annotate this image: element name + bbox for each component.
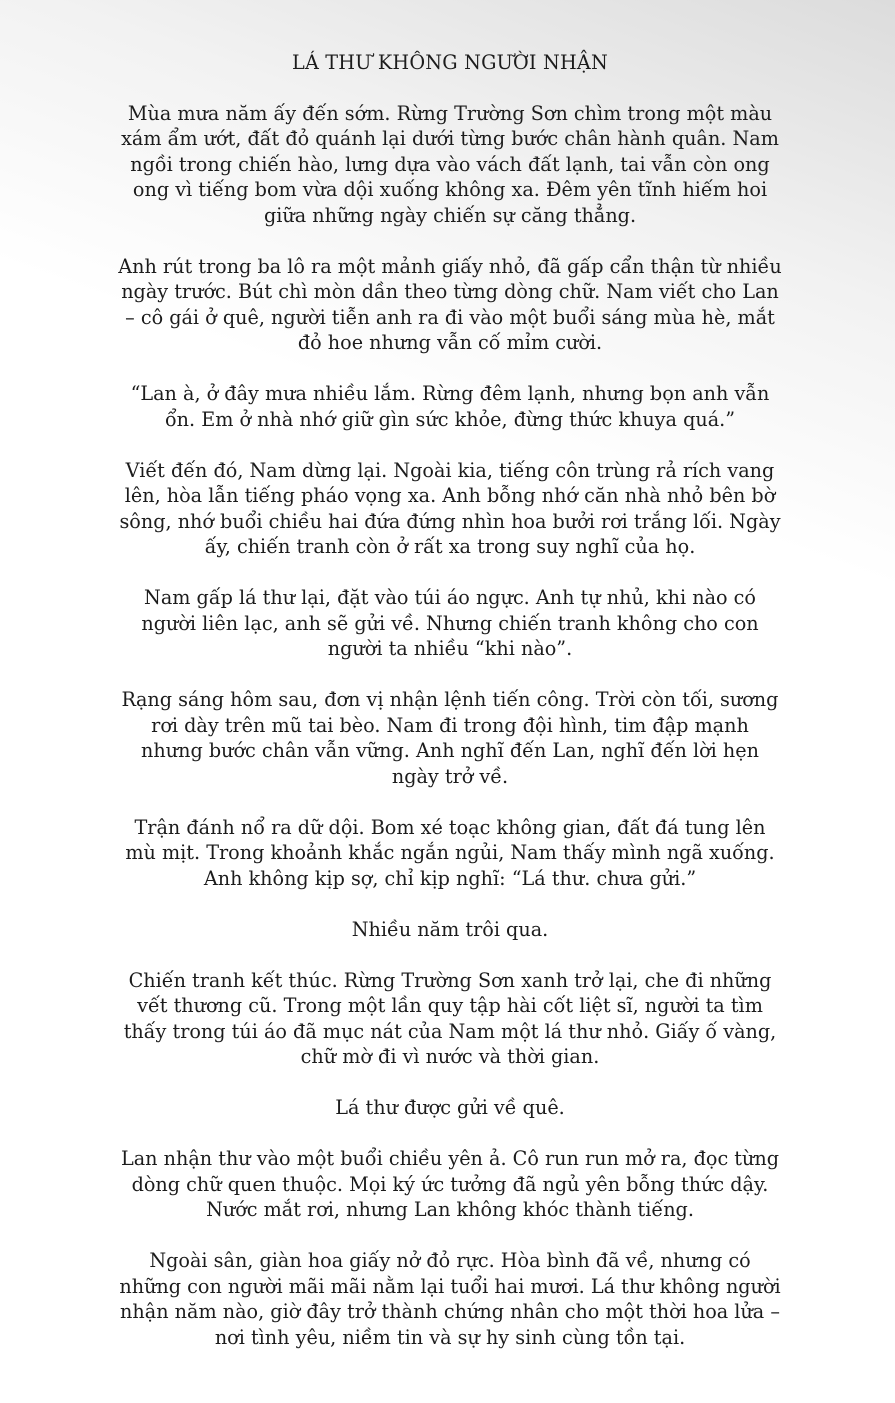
story-paragraph-7: Trận đánh nổ ra dữ dội. Bom xé toạc không gian, đất đá tung lên mù mịt. Trong khoảnh khắc ngắn ngủi, Nam thấy mình ngã xuống. Anh không kịp sợ, chỉ kịp nghĩ: “Lá thư. chưa gửi.” <box>125 815 775 890</box>
story-paragraph-8: Nhiều năm trôi qua. <box>351 917 549 941</box>
story-paragraph-3: “Lan à, ở đây mưa nhiều lắm. Rừng đêm lạnh, nhưng bọn anh vẫn ổn. Em ở nhà nhớ giữ gìn sức khỏe, đừng thức khuya quá.” <box>130 382 770 431</box>
story-paragraph-10: Lá thư được gửi về quê. <box>335 1096 565 1119</box>
story-paragraph-6: Rạng sáng hôm sau, đơn vị nhận lệnh tiến công. Trời còn tối, sương rơi dày trên mũ tai bèo. Nam đi trong đội hình, tim đập mạnh nhưng bước chân vẫn vững. Anh nghĩ đến Lan, nghĩ đến lời hẹn ngày trở về. <box>121 688 779 788</box>
story-paragraph-2: Anh rút trong ba lô ra một mảnh giấy nhỏ, đã gấp cẩn thận từ nhiều ngày trước. Bút chì mòn dần theo từng dòng chữ. Nam viết cho Lan – cô gái ở quê, người tiễn anh ra đi vào một buổi sáng mùa hè, mắt đỏ hoe nhưng vẫn cố mỉm cười. <box>118 254 782 354</box>
story-paragraph-5: Nam gấp lá thư lại, đặt vào túi áo ngực. Anh tự nhủ, khi nào có người liên lạc, anh sẽ gửi về. Nhưng chiến tranh không cho con người ta nhiều “khi nào”. <box>141 586 759 660</box>
story-paragraph-4: Viết đến đó, Nam dừng lại. Ngoài kia, tiếng côn trùng rả rích vang lên, hòa lẫn tiếng pháo vọng xa. Anh bỗng nhớ căn nhà nhỏ bên bờ sông, nhớ buổi chiều hai đứa đứng nhìn hoa bưởi rơi trắng lối. Ngày ấy, chiến tranh còn ở rất xa trong suy nghĩ của họ. <box>119 458 781 558</box>
story-paragraph-11: Lan nhận thư vào một buổi chiều yên ả. Cô run run mở ra, đọc từng dòng chữ quen thuộc. Mọi ký ức tưởng đã ngủ yên bỗng thức dậy. Nước mắt rơi, nhưng Lan không khóc thành tiếng. <box>120 1147 779 1221</box>
story-paragraph-12: Ngoài sân, giàn hoa giấy nở đỏ rực. Hòa bình đã về, nhưng có những con người mãi mãi nằm lại tuổi hai mươi. Lá thư không người nhận năm nào, giờ đây trở thành chứng nhân cho một thời hoa lửa – nơi tình yêu, niềm tin và sự hy sinh cùng tồn tại. <box>119 1249 781 1349</box>
story-article <box>118 50 782 1376</box>
story-paragraph-1: Mùa mưa năm ấy đến sớm. Rừng Trường Sơn chìm trong một màu xám ẩm ướt, đất đỏ quánh lại dưới từng bước chân hành quân. Nam ngồi trong chiến hào, lưng dựa vào vách đất lạnh, tai vẫn còn ong ong vì tiếng bom vừa dội xuống không xa. Đêm yên tĩnh hiếm hoi giữa những ngày chiến sự căng thẳng. <box>121 101 779 227</box>
story-title: LÁ THƯ KHÔNG NGƯỜI NHẬN <box>292 51 608 74</box>
story-paragraph-9: Chiến tranh kết thúc. Rừng Trường Sơn xanh trở lại, che đi những vết thương cũ. Trong một lần quy tập hài cốt liệt sĩ, người ta tìm thấy trong túi áo đã mục nát của Nam một lá thư nhỏ. Giấy ố vàng, chữ mờ đi vì nước và thời gian. <box>123 968 777 1068</box>
